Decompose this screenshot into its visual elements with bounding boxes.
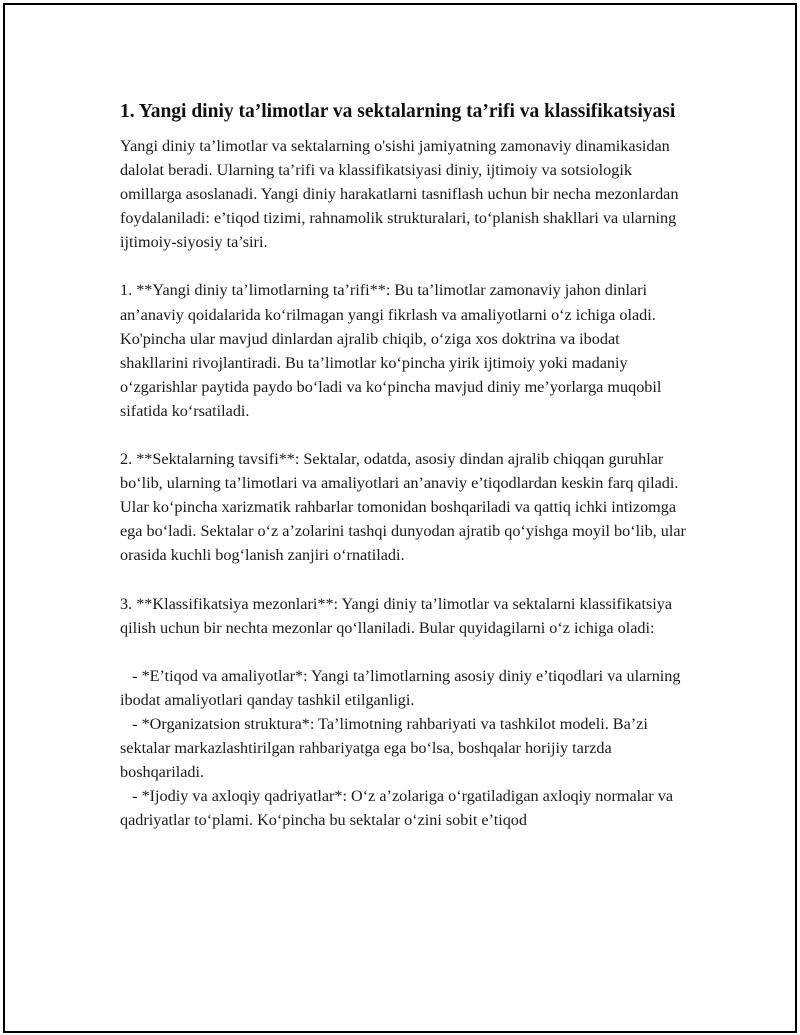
bullet-item-organization: - *Organizatsion struktura*: Ta’limotning rahbariyati va tashkilot modeli. Ba’zi sektalar markazlashtirilgan rahbariyatga ega bo‘lsa, boshqalar horijiy tarzda boshqariladi. — [120, 714, 652, 782]
paragraph-gap — [120, 568, 690, 592]
point-2-paragraph: 2. **Sektalarning tavsifi**: Sektalar, odatda, asosiy dindan ajralib chiqqan guruhlar bo‘lib, ularning ta’limotlari va amaliyotlari an’anaviy e’tiqodlardan keskin farq qiladi. Ular ko‘pincha xarizmatik rahbarlar tomonidan boshqariladi va qattiq ichki intizomga ega bo‘ladi. Sektalar o‘z a’zolarini tashqi dunyodan ajratib qo‘yishga moyil bo‘lib, ular orasida kuchli bog‘lanish zanjiri o‘rnatiladi. — [120, 450, 690, 565]
document-body — [120, 99, 690, 832]
bullet-item-values: - *Ijodiy va axloqiy qadriyatlar*: O‘z a’zolariga o‘rgatiladigan axloqiy normalar va qadriyatlar to‘plami. Ko‘pincha bu sektalar o‘zini sobit e’tiqod — [120, 787, 678, 830]
bullet-item-beliefs: - *E’tiqod va amaliyotlar*: Yangi ta’limotlarning asosiy diniy e’tiqodlari va ularning ibodat amaliyotlari qanday tashkil etilganligi. — [120, 666, 685, 709]
section-heading: 1. Yangi diniy ta’limotlar va sektalarning ta’rifi va klassifikatsiyasi — [120, 101, 676, 122]
paragraph-gap — [120, 640, 690, 664]
point-1-paragraph: 1. **Yangi diniy ta’limotlarning ta’rifi**: Bu ta’limotlar zamonaviy jahon dinlari an’anaviy qoidalarida ko‘rilmagan yangi fikrlash va amaliyotlarni o‘z ichiga oladi. Ko'pincha ular mavjud dinlardan ajralib chiqib, o‘ziga xos doktrina va ibodat shakllarini rivojlantiradi. Bu ta’limotlar ko‘pincha yirik ijtimoiy yoki madaniy o‘zgarishlar paytida paydo bo‘ladi va ko‘pincha mavjud diniy me’yorlarga muqobil sifatida ko‘rsatiladi. — [120, 281, 666, 420]
paragraph-gap — [120, 254, 690, 278]
page-frame — [3, 3, 797, 1033]
intro-paragraph: Yangi diniy ta’limotlar va sektalarning o'sishi jamiyatning zamonaviy dinamikasidan dalolat beradi. Ularning ta’rifi va klassifikatsiyasi diniy, ijtimoiy va sotsiologik omillarga asoslanadi. Yangi diniy harakatlarni tasniflash uchun bir necha mezonlardan foydalaniladi: e’tiqod tizimi, rahnamolik strukturalari, to‘planish shakllari va ularning ijtimoiy-siyosiy ta’siri. — [120, 137, 683, 252]
paragraph-gap — [120, 423, 690, 447]
point-3-paragraph: 3. **Klassifikatsiya mezonlari**: Yangi diniy ta’limotlar va sektalarni klassifikatsiya qilish uchun bir nechta mezonlar qo‘llaniladi. Bular quyidagilarni o‘z ichiga oladi: — [120, 594, 677, 637]
